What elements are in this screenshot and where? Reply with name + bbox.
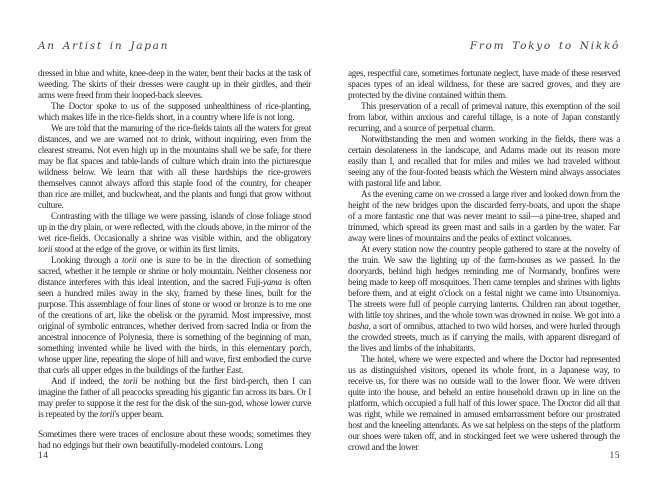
paragraph: We are told that the manuring of the rice-fields taints all the waters for great distances, and we are warned not to drink, without inquiring, even from the clearest streams. Not even high up in the mountains shall we be safe, for there may be flat spaces and table-lands of culture which drain into the picturesque wildness below. We learn that with all these hardships the rice-growers themselves cannot always afford this staple food of the country, for cheaper than rice are millet, and buckwheat, and the plants and fungi that grow without culture.: [38, 123, 311, 210]
right-page: [348, 0, 620, 500]
paragraph: This preservation of a recall of primeval nature, this exemption of the soil from labor, within anxious and careful tillage, is a note of Japan constantly recurring, and a source of perpetual charm.: [348, 101, 620, 133]
paragraph: Sometimes there were traces of enclosure about these woods; sometimes they had no edgings but their own beautifully-modeled contours. Long: [38, 429, 311, 450]
right-running-head: From Tokyo to Nikkô: [469, 40, 620, 52]
paragraph: At every station now the country people gathered to stare at the novelty of the train. We saw the lighting up of the farm-houses as we passed. In the dooryards, behind high hedges reminding me of Normandy, bonfires were being made to keep off mosquitoes. Then came temples and shrines with lights before them, and at eight o'clock on a festal night we came into Utsunomiya. The streets were full of people carrying lanterns. Children ran about together, with little toy shrines, and the whole town was drowned in noise. We got into a basha, a sort of omnibus, attached to two wild horses, and were hurled through the crowded streets, much as if carrying the mails, with apparent disregard of the lives and limbs of the inhabitants.: [348, 244, 620, 353]
paragraph: Contrasting with the tillage we were passing, islands of close foliage stood up in the dry plain, or were reflected, with the clouds above, in the mirror of the wet rice-fields. Occasionally a shrine was visible within, and the obligatory torii stood at the edge of the grove, or within its first limits.: [38, 211, 311, 254]
paragraph: As the evening came on we crossed a large river and looked down from the height of the new bridges upon the discarded ferry-boats, and upon the shape of a more fantastic one that was never meant to sail—a pine-tree, shaped and trimmed, which spread its green mast and sails in a garden by the water. Far away were lines of mountains and the peaks of extinct volcanoes.: [348, 189, 620, 243]
left-page: [38, 0, 311, 500]
paragraph: Notwithstanding the men and women working in the fields, there was a certain desolateness in the landscape, and Adams made out its reason more easily than I, and recalled that for miles and miles we had traveled without seeing any of the four-footed beasts which the Western mind always associates with pastoral life and labor.: [348, 134, 620, 188]
right-page-number: 15: [609, 451, 620, 461]
paragraph: The hotel, where we were expected and where the Doctor had represented us as distinguished visitors, opened its whole front, in a Japanese way, to receive us, for there was no outside wall to the lower floor. We were driven quite into the house, and beheld an entire household drawn up in line on the platform, which occupied a full half of this lower space. The Doctor did all that was right, while we remained in amused embarrassment before our prostrated host and the kneeling attendants. As we sat helpless on the steps of the platform our shoes were taken off, and in stockinged feet we were ushered through the crowd and the lower: [348, 354, 620, 452]
left-running-head: An Artist in Japan: [38, 40, 170, 52]
paragraph: ages, respectful care, sometimes fortunate neglect, have made of these reserved spaces types of an ideal wildness, for these are sacred groves, and they are protected by the divine contained within them.: [348, 68, 620, 100]
right-page-body: [348, 68, 620, 453]
paragraph: And if indeed, the torii be nothing but the first bird-perch, then I can imagine the father of all peacocks spreading his gigantic fan across its bars. Or I may prefer to suppose it the rest for the disk of the sun-god, whose lower curve is repeated by the torii's upper beam.: [38, 376, 311, 419]
left-page-number: 14: [38, 451, 49, 461]
left-page-body: [38, 68, 311, 451]
paragraph: The Doctor spoke to us of the supposed unhealthiness of rice-planting, which makes life in the rice-fields short, in a country where life is not long.: [38, 101, 311, 122]
paragraph: Looking through a torii one is sure to be in the direction of something sacred, whether it be temple or shrine or holy mountain. Neither closeness nor distance interferes with this ideal intention, and the sacred Fuji-yama is often seen a hundred miles away in the sky, framed by these lines, built for the purpose. This assemblage of four lines of stone or wood or bronze is to me one of the creations of art, like the obelisk or the pyramid. Most impressive, most original of symbolic entrances, whether derived from sacred India or from the ancestral innocence of Polynesia, there is something of the beginning of man, something invented while he lived with the birds, in this elementary porch, whose upper line, repeating the slope of hill and wave, first embodied the curve that curls all upper edges in the buildings of the farther East.: [38, 255, 311, 375]
paragraph: dressed in blue and white, knee-deep in the water, bent their backs at the task of weeding. The skirts of their dresses were caught up in their girdles, and their arms were freed from their looped-back sleeves.: [38, 68, 311, 100]
